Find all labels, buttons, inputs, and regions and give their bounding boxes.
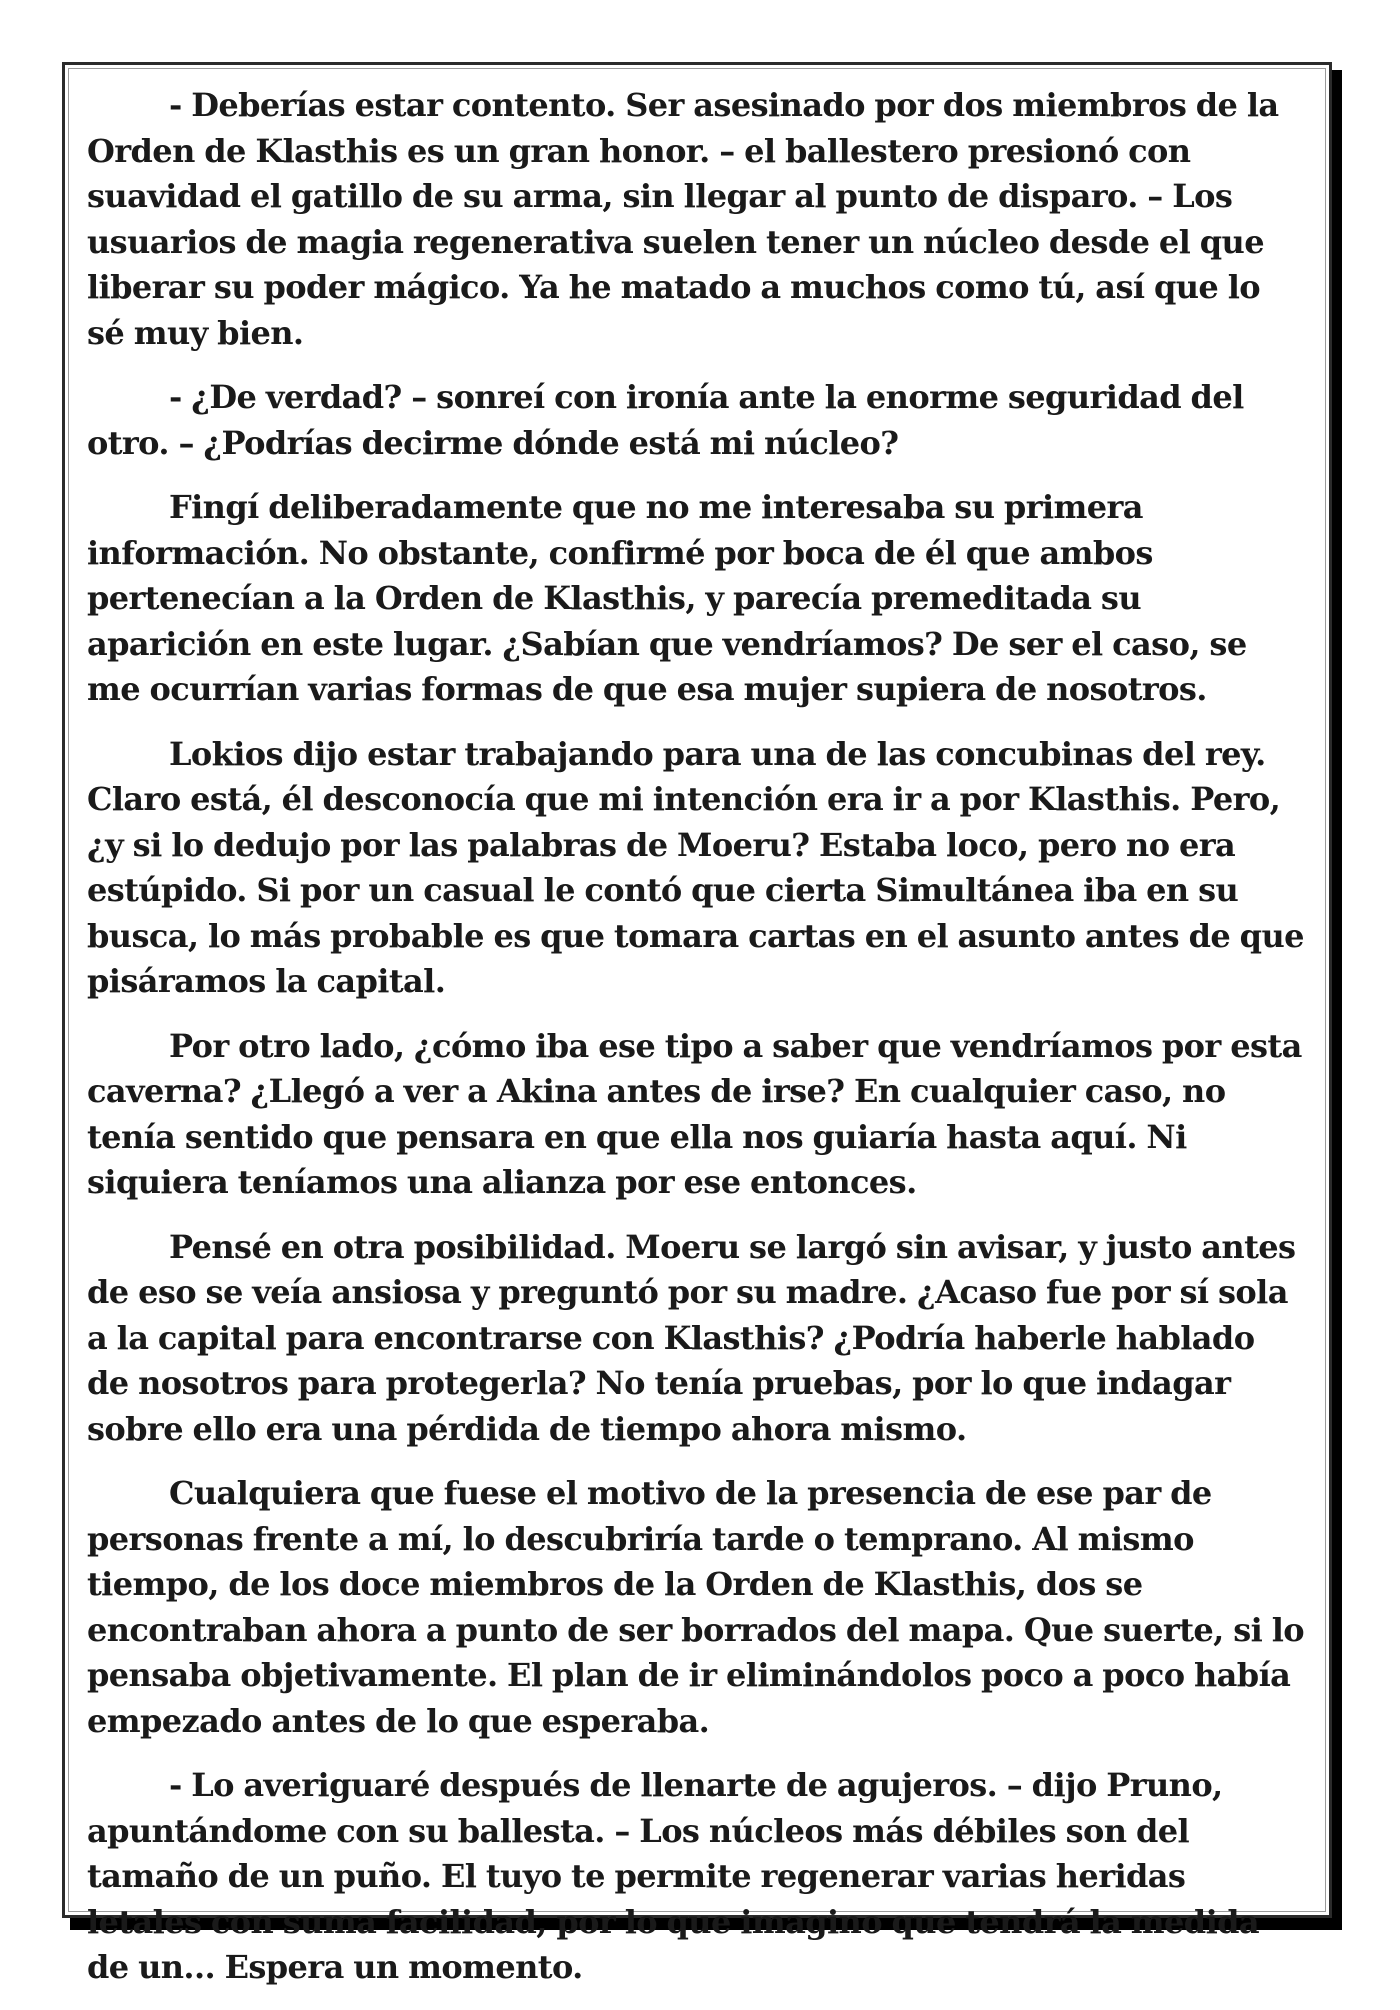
paragraph: - Deberías estar contento. Ser asesinado por dos miembros de la Orden de Klasthis es un gran honor. – el ballestero presionó con suavidad el gatillo de su arma, sin llegar al punto de disparo. – Los usuarios de magia regenerativa suelen tener un núcleo desde el que liberar su poder mágico. Ya he matado a muchos como tú, así que lo sé muy bien. [87,86,1279,352]
paragraph: - ¿De verdad? – sonreí con ironía ante la enorme seguridad del otro. – ¿Podrías decirme dónde está mi núcleo? [87,378,1244,462]
paragraph: Cualquiera que fuese el motivo de la presencia de ese par de personas frente a mí, lo descubriría tarde o temprano. Al mismo tiempo, de los doce miembros de la Orden de Klasthis, dos se encontraban ahora a punto de ser borrados del mapa. Que suerte, si lo pensaba objetivamente. El plan de ir eliminándolos poco a poco había empezado antes de lo que esperaba. [87,1474,1305,1740]
paragraph: Pensé en otra posibilidad. Moeru se largó sin avisar, y justo antes de eso se veía ansiosa y preguntó por su madre. ¿Acaso fue por sí sola a la capital para encontrarse con Klasthis? ¿Podría haberle hablado de nosotros para protegerla? No tenía pruebas, por lo que indagar sobre ello era una pérdida de tiempo ahora mismo. [87,1227,1296,1448]
paragraph: Por otro lado, ¿cómo iba ese tipo a saber que vendríamos por esta caverna? ¿Llegó a ver a Akina antes de irse? En cualquier caso, no tenía sentido que pensara en que ella nos guiaría hasta aquí. Ni siquiera teníamos una alianza por ese entonces. [87,1026,1302,1201]
paragraph: - Lo averiguaré después de llenarte de agujeros. – dijo Pruno, apuntándome con su ballesta. – Los núcleos más débiles son del tamaño de un puño. El tuyo te permite regenerar varias heridas letales con suma facilidad, por lo que imagino que tendrá la medida de un... Espera un momento. [87,1766,1260,1986]
page-frame [62,62,1332,1986]
paragraph: Fingí deliberadamente que no me interesaba su primera información. No obstante, confirmé por boca de él que ambos pertenecían a la Orden de Klasthis, y parecía premeditada su aparición en este lugar. ¿Sabían que vendríamos? De ser el caso, se me ocurrían varias formas de que esa mujer supiera de nosotros. [87,488,1247,708]
paragraph: Lokios dijo estar trabajando para una de las concubinas del rey. Claro está, él desconocía que mi intención era ir a por Klasthis. Pero, ¿y si lo dedujo por las palabras de Moeru? Estaba loco, pero no era estúpido. Si por un casual le contó que cierta Simultánea iba en su busca, lo más probable es que tomara cartas en el asunto antes de que pisáramos la capital. [87,734,1304,1000]
body-text [87,83,1305,2010]
